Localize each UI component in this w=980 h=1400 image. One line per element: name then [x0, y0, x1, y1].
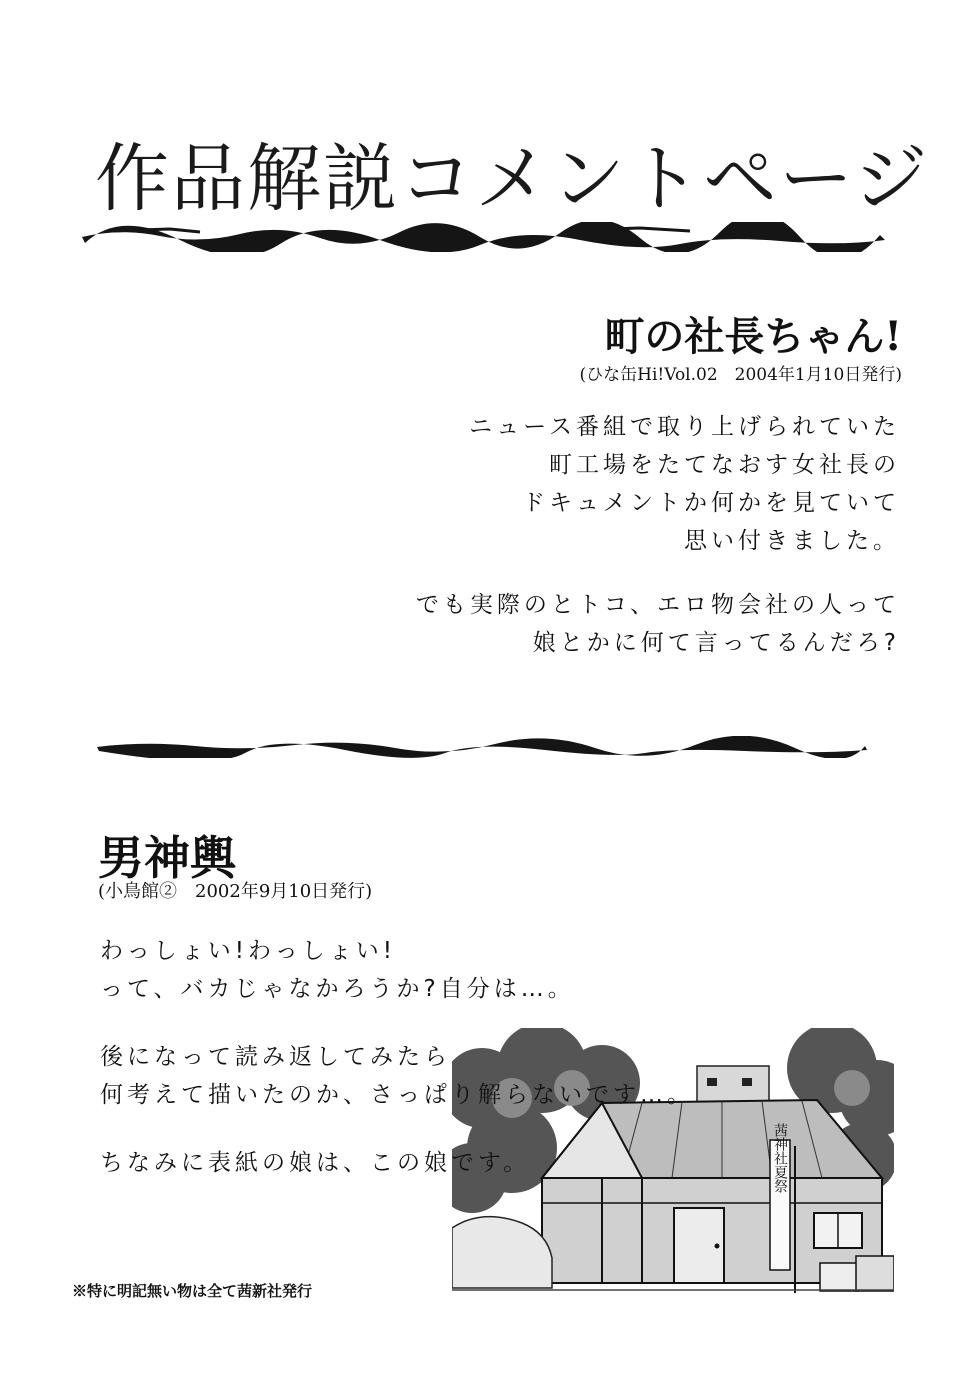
text-line: 娘とかに何て言ってるんだろ?	[532, 630, 900, 656]
section1-paragraph1	[469, 408, 900, 560]
section2-paragraph3	[100, 1144, 530, 1182]
title-underline-brushstroke	[80, 222, 890, 252]
section1-publication: (ひな缶Hi!Vol.02 2004年1月10日発行)	[579, 365, 902, 385]
text-line: 町工場をたてなおす女社長の	[549, 452, 900, 478]
text-line: ちなみに表紙の娘は、この娘です。	[100, 1150, 531, 1176]
text-line: 思い付きました。	[684, 528, 900, 554]
text-line: わっしょい!わっしょい!	[100, 938, 396, 964]
section-divider-brushstroke	[95, 736, 870, 758]
text-line: 何考えて描いたのか、さっぱり解らないです…。	[100, 1082, 694, 1108]
section1-paragraph2	[416, 586, 900, 662]
text-line: でも実際のとトコ、エロ物会社の人って	[415, 592, 900, 618]
section1-title: 町の社長ちゃん!	[604, 313, 902, 360]
banner-text: 茜神社夏祭	[772, 1123, 788, 1193]
text-line: 後になって読み返してみたら	[100, 1044, 451, 1070]
text-line: ドキュメントか何かを見ていて	[522, 490, 900, 516]
section2-paragraph2	[100, 1038, 694, 1114]
section2-title: 男神輿	[98, 831, 236, 885]
footnote: ※特に明記無い物は全て茜新社発行	[72, 1282, 313, 1300]
page-title: 作品解説コメントページ	[95, 136, 930, 222]
section2-paragraph1	[100, 932, 575, 1008]
text-line: って、バカじゃなかろうか?自分は…。	[100, 976, 575, 1002]
text-line: ニュース番組で取り上げられていた	[469, 414, 900, 440]
section2-publication: (小鳥館② 2002年9月10日発行)	[98, 881, 373, 902]
